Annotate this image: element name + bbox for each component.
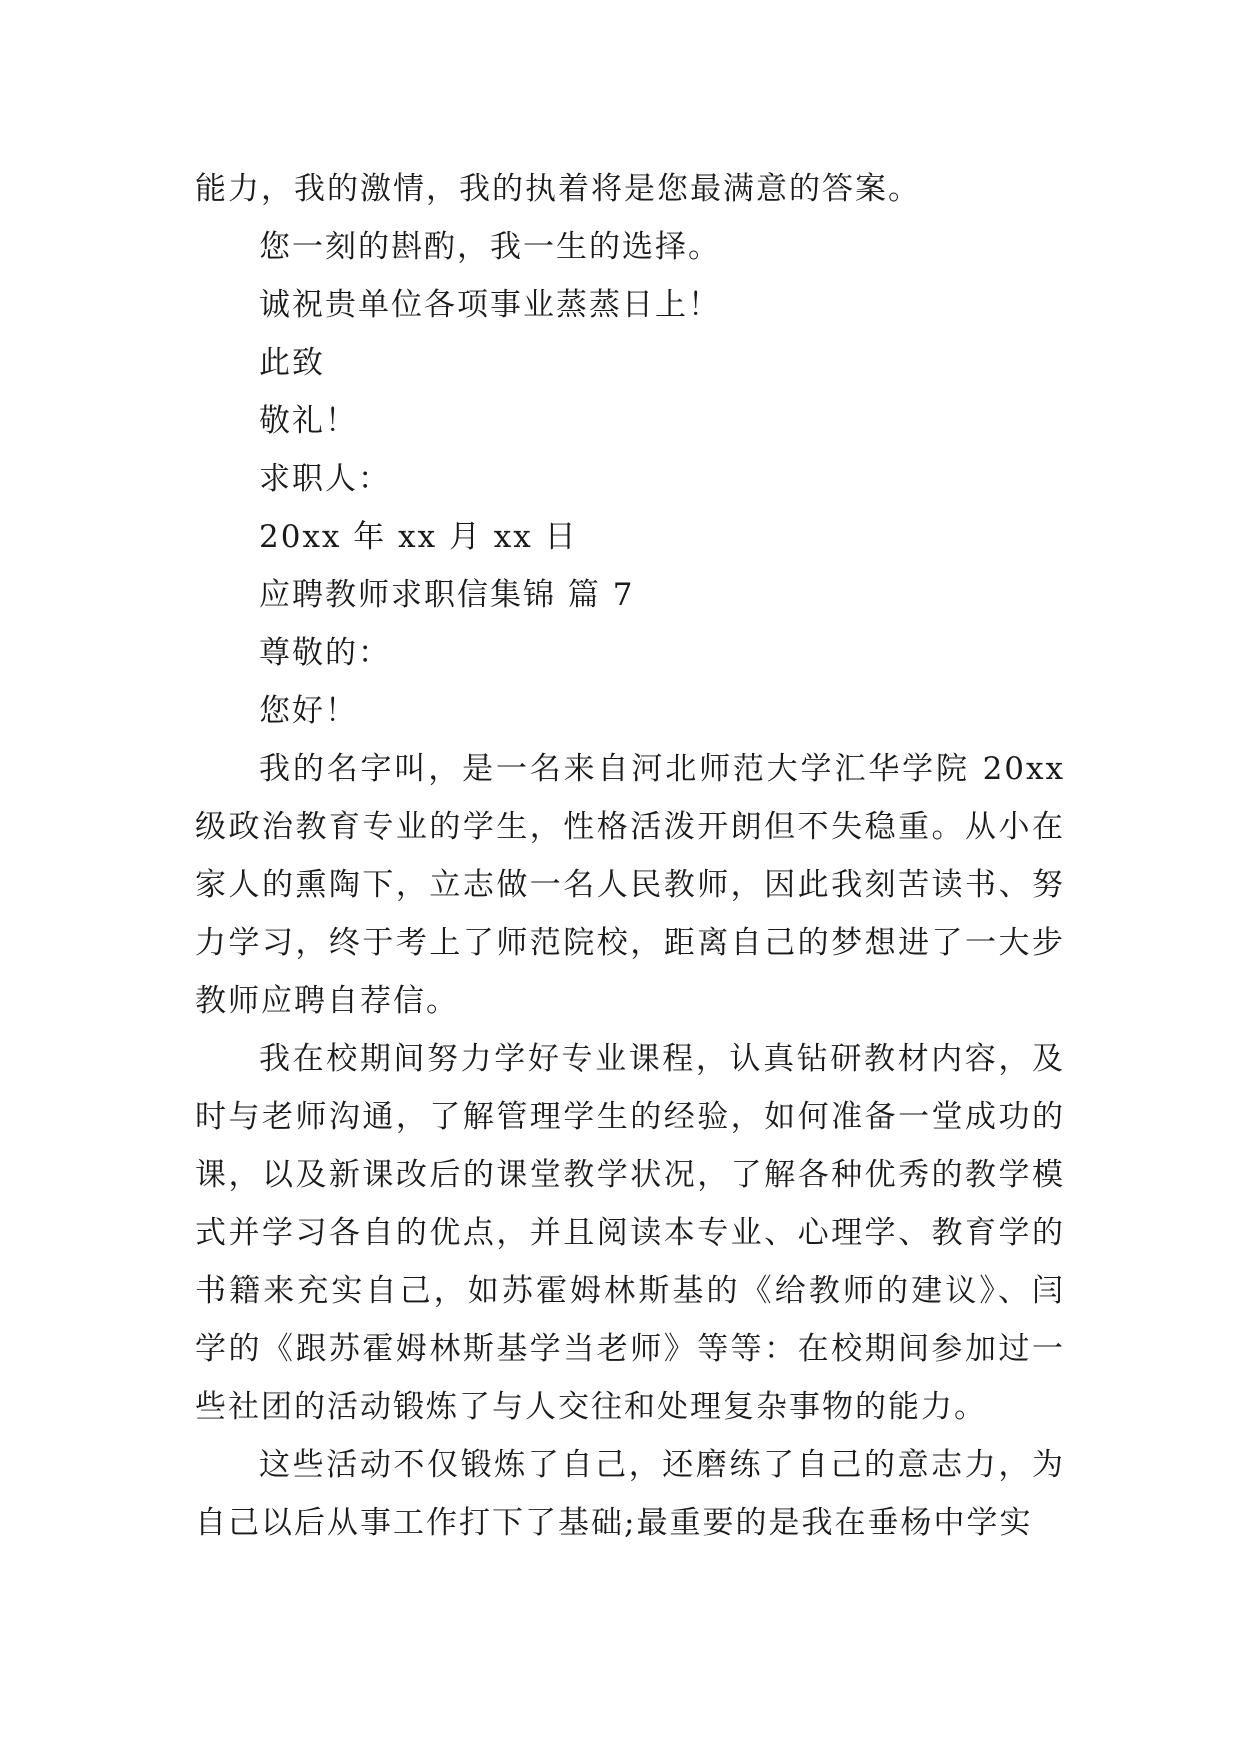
paragraph-4: 此致 [259, 345, 325, 381]
letter-body [195, 160, 1065, 1552]
paragraph-6: 求职人： [259, 461, 391, 497]
paragraph-2: 您一刻的斟酌，我一生的选择。 [259, 229, 721, 265]
section-heading: 应聘教师求职信集锦 篇 7 [259, 577, 635, 613]
paragraph-7: 20xx 年 xx 月 xx 日 [259, 519, 578, 555]
paragraph-9: 尊敬的： [259, 635, 391, 671]
paragraph-12: 我在校期间努力学好专业课程，认真钻研教材内容，及时与老师沟通，了解管理学生的经验，如何准备一堂成功的课，以及新课改后的课堂教学状况，了解各种优秀的教学模式并学习各自的优点，并且阅读本专业、心理学、教育学的书籍来充实自己，如苏霍姆林斯基的《给教师的建议》、闫学的《跟苏霍姆林斯基学当老师》等等：在校期间参加过一些社团的活动锻炼了与人交往和处理复杂事物的能力。 [195, 1041, 1065, 1425]
paragraph-5: 敬礼！ [259, 403, 358, 439]
paragraph-3: 诚祝贵单位各项事业蒸蒸日上！ [259, 287, 721, 323]
paragraph-11: 我的名字叫，是一名来自河北师范大学汇华学院 20xx 级政治教育专业的学生，性格活泼开朗但不失稳重。从小在家人的熏陶下，立志做一名人民教师，因此我刻苦读书、努力学习，终于考上了师范院校，距离自己的梦想进了一大步教师应聘自荐信。 [195, 751, 1065, 1019]
paragraph-13: 这些活动不仅锻炼了自己，还磨练了自己的意志力，为自己以后从事工作打下了基础;最重要的是我在垂杨中学实 [195, 1447, 1065, 1541]
paragraph-1: 能力，我的激情，我的执着将是您最满意的答案。 [195, 171, 921, 207]
paragraph-10: 您好！ [259, 693, 358, 729]
